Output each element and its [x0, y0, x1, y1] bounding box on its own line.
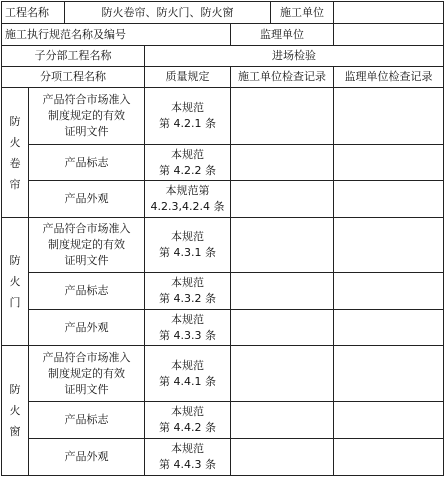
table-row — [2, 181, 444, 218]
construction-record-cell[interactable] — [231, 181, 334, 218]
quality-rule: 本规范 第 4.3.3 条 — [145, 310, 231, 346]
supervision-record-cell[interactable] — [334, 145, 444, 181]
column-header-item: 分项工程名称 — [2, 67, 145, 88]
group-name-cell — [2, 218, 29, 346]
item-name: 产品符合市场准入 制度规定的有效 证明文件 — [29, 346, 145, 402]
inspection-form-table — [1, 1, 444, 476]
quality-rule: 本规范 第 4.2.1 条 — [145, 88, 231, 145]
supervision-record-cell[interactable] — [334, 310, 444, 346]
item-name: 产品符合市场准入 制度规定的有效 证明文件 — [29, 218, 145, 273]
column-header-construction-record: 施工单位检查记录 — [231, 67, 334, 88]
construction-record-cell[interactable] — [231, 402, 334, 439]
construction-record-cell[interactable] — [231, 346, 334, 402]
subproject-value: 进场检验 — [145, 46, 444, 67]
construction-record-cell[interactable] — [231, 310, 334, 346]
group-name: 防火卷帘 — [9, 114, 21, 191]
table-row — [2, 273, 444, 310]
column-header-row — [2, 67, 444, 88]
construction-record-cell[interactable] — [231, 273, 334, 310]
table-row — [2, 439, 444, 476]
group-name: 防火窗 — [9, 383, 21, 438]
quality-rule: 本规范第 4.2.3,4.2.4 条 — [145, 181, 231, 218]
project-name-label: 工程名称 — [2, 2, 65, 24]
item-name: 产品标志 — [29, 273, 145, 310]
quality-rule: 本规范 第 4.4.3 条 — [145, 439, 231, 476]
group-name: 防火门 — [9, 254, 21, 309]
supervision-record-cell[interactable] — [334, 402, 444, 439]
table-row — [2, 346, 444, 402]
group-name-cell — [2, 88, 29, 218]
supervision-unit-label: 监理单位 — [231, 24, 334, 46]
table-row — [2, 218, 444, 273]
construction-record-cell[interactable] — [231, 218, 334, 273]
quality-rule: 本规范 第 4.4.1 条 — [145, 346, 231, 402]
subproject-row — [2, 46, 444, 67]
project-name-row — [2, 2, 444, 24]
column-header-supervision-record: 监理单位检查记录 — [334, 67, 444, 88]
construction-record-cell[interactable] — [231, 88, 334, 145]
construction-unit-value[interactable] — [334, 2, 444, 24]
standard-label: 施工执行规范名称及编号 — [2, 24, 231, 46]
table-row — [2, 310, 444, 346]
supervision-record-cell[interactable] — [334, 346, 444, 402]
quality-rule: 本规范 第 4.3.1 条 — [145, 218, 231, 273]
quality-rule: 本规范 第 4.2.2 条 — [145, 145, 231, 181]
table-row — [2, 402, 444, 439]
construction-record-cell[interactable] — [231, 439, 334, 476]
item-name: 产品外观 — [29, 181, 145, 218]
group-name-cell — [2, 346, 29, 476]
supervision-record-cell[interactable] — [334, 218, 444, 273]
item-name: 产品符合市场准入 制度规定的有效 证明文件 — [29, 88, 145, 145]
item-name: 产品标志 — [29, 402, 145, 439]
supervision-record-cell[interactable] — [334, 439, 444, 476]
quality-rule: 本规范 第 4.4.2 条 — [145, 402, 231, 439]
quality-rule: 本规范 第 4.3.2 条 — [145, 273, 231, 310]
item-name: 产品外观 — [29, 439, 145, 476]
supervision-unit-value[interactable] — [334, 24, 444, 46]
column-header-quality: 质量规定 — [145, 67, 231, 88]
construction-record-cell[interactable] — [231, 145, 334, 181]
supervision-record-cell[interactable] — [334, 181, 444, 218]
construction-unit-label: 施工单位 — [271, 2, 334, 24]
project-name-value: 防火卷帘、防火门、防火窗 — [65, 2, 271, 24]
supervision-record-cell[interactable] — [334, 273, 444, 310]
supervision-record-cell[interactable] — [334, 88, 444, 145]
standard-row — [2, 24, 444, 46]
table-row — [2, 145, 444, 181]
item-name: 产品标志 — [29, 145, 145, 181]
item-name: 产品外观 — [29, 310, 145, 346]
subproject-label: 子分部工程名称 — [2, 46, 145, 67]
table-row — [2, 88, 444, 145]
